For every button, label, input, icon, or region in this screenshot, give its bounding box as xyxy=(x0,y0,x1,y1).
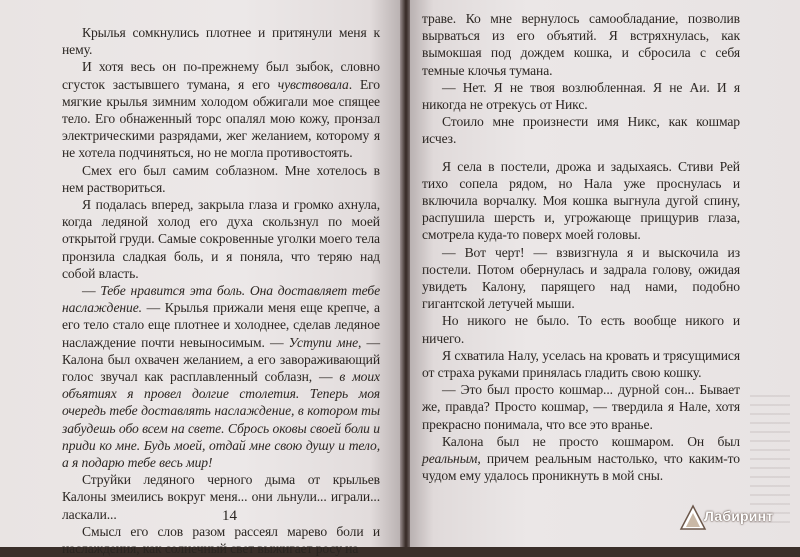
paragraph xyxy=(62,24,380,58)
paragraph xyxy=(422,79,740,113)
text-run: Крылья сомкнулись плотнее и притянули меня к нему. xyxy=(62,25,380,58)
page-number: 14 xyxy=(222,508,237,524)
paragraph xyxy=(62,523,380,557)
paragraph xyxy=(422,347,740,381)
text-run: — Нет. Я не твоя возлюбленная. Я не Аи. И я никогда не отрекусь от Никс. xyxy=(422,79,740,113)
text-run: Калона был не просто кошмаром. Он был xyxy=(442,433,740,449)
paragraph xyxy=(62,58,380,161)
labirint-logo-icon xyxy=(680,505,706,531)
paragraph xyxy=(422,381,740,433)
text-run: . Его мягкие крылья зимним холодом обжигали мое спящее тело. Его обнаженный торс опалял мою кожу, пронзал электрическими разрядами, жег желанием, которому я не хотела подчиняться, но не могла противостоять. xyxy=(62,76,380,161)
paragraph xyxy=(62,282,380,471)
paragraph xyxy=(62,162,380,196)
left-page-text xyxy=(62,24,380,557)
right-page-text xyxy=(422,10,740,484)
text-run: , причем реальным настолько, что каким-то чудом ему удалось проникнуть в мой сны. xyxy=(422,451,740,484)
text-run: Смысл его слов разом рассеял марево боли и наслаждения, как солнечный свет выжигает росу на xyxy=(62,523,380,557)
text-run: Смех его был самим соблазном. Мне хотелось в нем раствориться. xyxy=(62,162,380,195)
paragraph xyxy=(422,312,740,346)
text-run: Я схватила Налу, уселась на кровать и трясущимися от страха руками принялась гладить свою кошку. xyxy=(422,347,740,381)
italic-run: Тебе нравится эта боль. Она доставляет тебе наслаждение. xyxy=(62,283,381,316)
paragraph xyxy=(62,196,380,282)
text-run: Я подалась вперед, закрыла глаза и громко ахнула, когда ледяной холод его духа скользнул по моей открытой груди. Самые сокровенные уголки моего тела пронзила сладкая боль, и я поняла, что теряю над собой власть. xyxy=(62,197,380,281)
text-run: — Вот черт! — взвизгнула я и выскочила из постели. Потом обернулась и задрала голову, ожидая увидеть Калону, парящего над нами, подобно гигантской летучей мыши. xyxy=(422,244,740,312)
paragraph xyxy=(422,10,740,79)
text-run: — xyxy=(82,283,101,299)
watermark-text: Лабиринт xyxy=(704,508,774,524)
text-run: , — Калона был охвачен желанием, а его завораживающий голос звучал как расплавленный соблазн, — xyxy=(62,334,380,385)
labirint-watermark xyxy=(680,497,798,541)
paragraph xyxy=(422,158,740,244)
italic-run: реальным xyxy=(422,451,478,467)
text-run: Струйки ледяного черного дыма от крыльев Калоны змеились вокруг меня... они льнули... играли... ласкали... xyxy=(62,472,380,522)
paragraph xyxy=(422,113,740,147)
right-page xyxy=(410,0,800,547)
italic-run: в моих объятиях я провел долгие столетия. Теперь моя очередь тебе доставлять наслаждение, в котором ты забудешь обо всем на свете. Сбрось оковы своей боли и приди ко мне. Будь моей, отдай мне свою душу и тело, а я подарю тебе весь мир! xyxy=(62,369,380,471)
paragraph xyxy=(422,433,740,485)
text-run: Я села в постели, дрожа и задыхаясь. Стиви Рей тихо сопела рядом, но Нала уже проснулась и включила ворчалку. Моя кошка выгнула дугой спину, распушила шерсть и, угрожающе прищурив глаза, смотрела куда-то поверх моей головы. xyxy=(422,158,740,243)
paragraph xyxy=(422,244,740,313)
italic-run: Уступи мне xyxy=(288,334,359,350)
paragraph xyxy=(62,471,380,523)
text-run: Но никого не было. То есть вообще никого и ничего. xyxy=(422,313,740,346)
text-run: Стоило мне произнести имя Никс, как кошмар исчез. xyxy=(422,114,740,147)
text-run: И хотя весь он по-прежнему был зыбок, словно сгусток застывшего тумана, я его xyxy=(62,59,380,92)
text-run: траве. Ко мне вернулось самообладание, позволив вырваться из его объятий. Я встряхнулась, как вымокшая под дождем кошка, и сбросила с себя темные клочья тумана. xyxy=(422,11,740,78)
italic-run: чувствовала xyxy=(277,76,349,92)
text-run: — Крылья прижали меня еще крепче, а его тело стало еще плотнее и холоднее, сделав ледяное наслаждение почти невыносимым. — xyxy=(62,300,380,350)
text-run: — Это был просто кошмар... дурной сон... Бывает же, правда? Просто кошмар, — твердила я Нале, хотя прекрасно понимала, что все это вранье. xyxy=(422,382,740,432)
